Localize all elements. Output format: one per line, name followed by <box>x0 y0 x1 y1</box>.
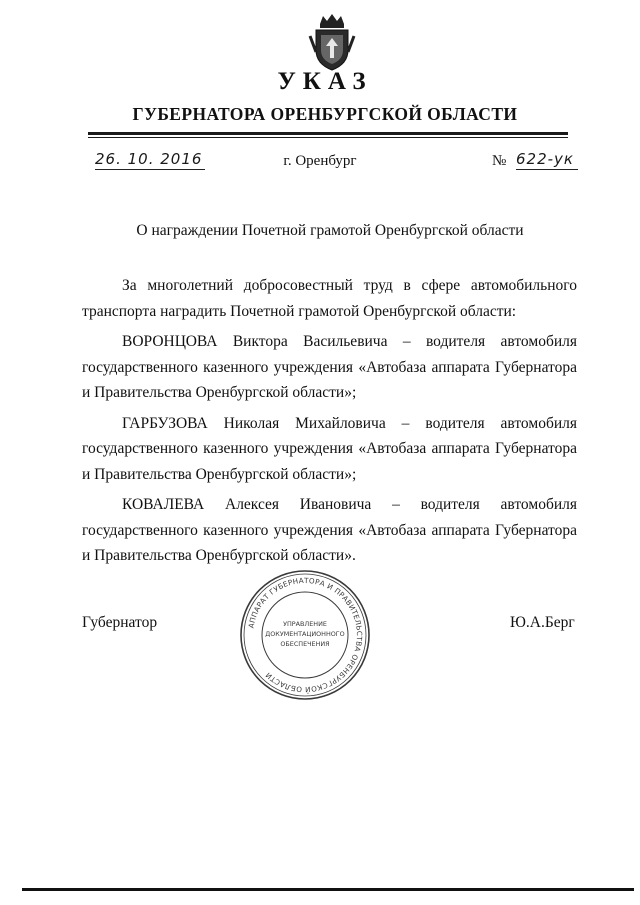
awardee-paragraph: КОВАЛЕВА Алексея Ивановича – водителя автомобиля государственного казенного учреждения «Автобаза аппарата Губернатора и Правительства Оренбургской области». <box>82 496 577 564</box>
header-divider-thin <box>88 137 568 138</box>
stamp-ring-text: АППАРАТ ГУБЕРНАТОРА И ПРАВИТЕЛЬСТВА ОРЕНБУРГСКОЙ ОБЛАСТИ <box>246 575 365 695</box>
official-stamp <box>238 568 372 702</box>
stamp-center-line: ДОКУМЕНТАЦИОННОГО <box>265 630 345 638</box>
awardee-paragraph: ВОРОНЦОВА Виктора Васильевича – водителя автомобиля государственного казенного учреждения «Автобаза аппарата Губернатора и Правительства Оренбургской области»; <box>82 333 577 401</box>
number-value: 622-ук <box>516 150 578 170</box>
document-body <box>82 273 577 569</box>
footer-divider <box>22 888 634 891</box>
stamp-center-line: УПРАВЛЕНИЕ <box>283 620 327 628</box>
intro-paragraph: За многолетний добросовестный труд в сфере автомобильного транспорта наградить Почетной грамотой Оренбургской области: <box>82 277 577 320</box>
document-date: 26. 10. 2016 <box>95 150 205 170</box>
document-city: г. Оренбург <box>283 153 357 169</box>
number-sign: № <box>492 153 507 169</box>
document-subject: О награждении Почетной грамотой Оренбургской области <box>136 222 524 239</box>
document-type: УКАЗ <box>277 68 373 95</box>
coat-of-arms-icon <box>307 12 357 72</box>
header-divider <box>88 132 568 135</box>
signature-name: Ю.А.Берг <box>510 614 575 631</box>
issuing-authority: ГУБЕРНАТОРА ОРЕНБУРГСКОЙ ОБЛАСТИ <box>132 104 518 124</box>
stamp-center-line: ОБЕСПЕЧЕНИЯ <box>280 640 330 648</box>
awardee-paragraph: ГАРБУЗОВА Николая Михайловича – водителя автомобиля государственного казенного учреждения «Автобаза аппарата Губернатора и Правительства Оренбургской области»; <box>82 414 577 483</box>
signature-title: Губернатор <box>82 614 158 631</box>
